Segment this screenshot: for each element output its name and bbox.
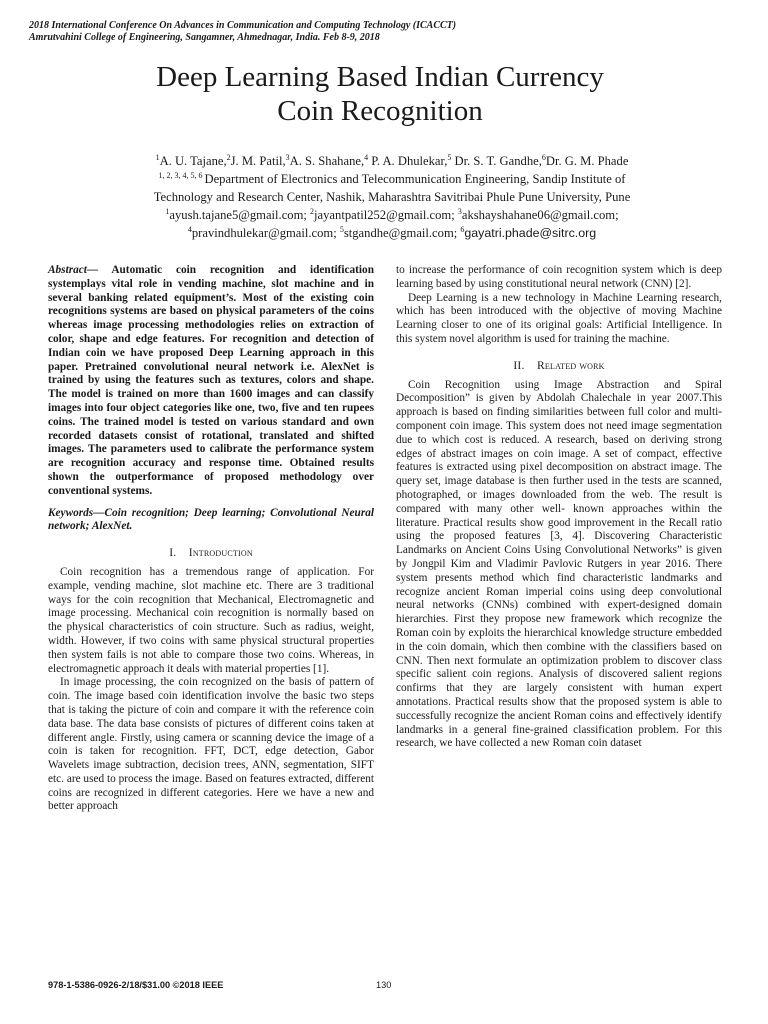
paragraph: to increase the performance of coin recognition system which is deep learning based by using constitutional neural network (CNN) [2].: [396, 264, 722, 290]
emails-line-1: [96, 206, 688, 224]
abstract: [48, 264, 374, 499]
affiliation-line-1: Department of Electronics and Telecommunication Engineering, Sandip Institute of: [204, 172, 626, 186]
section-heading-related-work: II. Related work: [513, 358, 605, 372]
affiliation-line-2: Technology and Research Center, Nashik, Maharashtra Savitribai Phule Pune University, Pune: [153, 190, 631, 204]
email-link[interactable]: jayantpatil252@gmail.com;: [314, 208, 458, 222]
email-sup: 6: [460, 224, 465, 234]
author-name: Dr. S. T. Gandhe,: [451, 154, 542, 168]
author-name: P. A. Dhulekar,: [368, 154, 448, 168]
email-sup: 3: [457, 206, 462, 216]
email-link[interactable]: stgandhe@gmail.com;: [343, 226, 461, 240]
author-name: A. U. Tajane,: [159, 154, 227, 168]
author-block: [96, 152, 688, 242]
affiliation: [96, 170, 688, 188]
right-column: [396, 264, 722, 751]
author-sup: 1: [155, 152, 160, 162]
section-heading-introduction: I. Introduction: [169, 546, 253, 560]
author-sup: 3: [285, 152, 290, 162]
author-names: [96, 152, 688, 170]
author-sup: 2: [226, 152, 231, 162]
author-sup: 6: [541, 152, 546, 162]
left-column: [48, 264, 374, 814]
affiliation-sup: 1, 2, 3, 4, 5, 6: [158, 170, 205, 180]
abstract-label: Abstract—: [48, 264, 99, 276]
author-sup: 5: [447, 152, 452, 162]
paragraph: Deep Learning is a new technology in Machine Learning research, which has been introduced with the objective of moving Machine Learning closer to one of its original goals: Artificial Intelligence. In this system novel algorithm is used for training the machine.: [396, 291, 722, 345]
copyright-footer: 978-1-5386-0926-2/18/$31.00 ©2018 IEEE: [48, 980, 224, 990]
email-sup: 1: [165, 206, 170, 216]
email-link[interactable]: ayush.tajane5@gmail.com;: [169, 208, 311, 222]
keywords: Keywords—Coin recognition; Deep learning; Convolutional Neural network; AlexNet.: [48, 506, 374, 533]
email-link[interactable]: pravindhulekar@gmail.com;: [191, 226, 340, 240]
conference-header: [29, 20, 729, 44]
paper-title: [60, 60, 700, 128]
emails-line-2: [96, 224, 688, 242]
title-line-2: Coin Recognition: [277, 95, 483, 127]
paragraph: Coin Recognition using Image Abstraction and Spiral Decomposition” is given by Abdolah Chalechale in year 2007.This approach is based on finding similarities between full color and multi-component coin image. This system does not need image segmentation due to which cost is reduced. A research, based on deriving strong edges of abstract images on coin image. A set of compact, effective features is extracted using pixel decomposition on abstract image. The query set, image database is then further used in the tests are scanned, photographed, or images downloaded from the web. The result is compared with many other well- known approaches within the literature. Practical results show good improvement in the Recall ratio using the proposed features [3, 4]. Discovering Characteristic Landmarks on Ancient Coins Using Convolutional Networks” is given by Jongpil Kim and Vladimir Pavlovic Rutgers in year 2016. There system presents method which find characteristic landmarks and recognize ancient Roman imperial coins using deep convolutional neural networks (CNNs) combined with expert-designed domain hierarchies. First they propose new framework which recognize the Roman coin by exploits the hierarchical knowledge structure embedded in the coin domain, which then combine with the classifiers based on CNN. Then next formulate an optimization problem to discover class specific salient coin regions. Analysis of discovered salient regions confirms that they are largely consistent with human expert annotations. Practical results show that the proposed system is able to successfully recognize the ancient Roman coins and effectively identify landmarks in a general fine-grained classification problem. For this research, we have collected a new Roman coin dataset: [396, 378, 722, 750]
title-line-1: Deep Learning Based Indian Currency: [156, 61, 604, 93]
author-name: Dr. G. M. Phade: [545, 154, 629, 168]
email-sup: 2: [310, 206, 315, 216]
author-name: J. M. Patil,: [230, 154, 286, 168]
author-name: A. S. Shahane,: [289, 154, 365, 168]
conference-line-1: 2018 International Conference On Advances in Communication and Computing Technology (ICACCT): [29, 20, 457, 31]
abstract-text: Automatic coin recognition and identification systemplays vital role in vending machine, slot machine and in several banking related equipment’s. Most of the existing coin recognitions systems are based on physical parameters of the coins whereas image processing methodologies relies on extraction of color, shape and edge features. For recognition and detection of Indian coin we have proposed Deep Learning approach in this paper. Pretrained convolutional neural network i.e. AlexNet is trained by using the features such as textures, colors and shape. The model is trained on more than 1600 images and can classify images into four object categories like one, two, five and ten rupees coins. The trained model is tested on various standard and own recorded datasets consist of rotational, translated and shifted images. The parameters used to calibrate the performance system are recognition accuracy and response time. Obtained results shown the outperformance of proposed methodology over conventional systems.: [48, 264, 374, 497]
author-sup: 4: [364, 152, 369, 162]
paragraph: Coin recognition has a tremendous range of application. For example, vending machine, slot machine etc. There are 3 traditional ways for the coin recognition that Mechanical, Electromagnetic and image processing. Mechanical coin recognition is normally based on the physical characteristics of coin structure. Such as radius, weight, width. However, if two coins with same physical structural properties then system fails is not able to compare those two coins. Whereas, in electromagnetic approach it deals with material properties [1].: [48, 565, 374, 675]
email-sup: 4: [187, 224, 192, 234]
page-number: 130: [376, 980, 392, 990]
email-sup: 5: [339, 224, 344, 234]
conference-line-2: Amrutvahini College of Engineering, Sangamner, Ahmednagar, India. Feb 8-9, 2018: [29, 32, 380, 43]
email-link[interactable]: akshayshahane06@gmail.com;: [461, 208, 619, 222]
email-link[interactable]: gayatri.phade@sitrc.org: [464, 226, 597, 240]
paragraph: In image processing, the coin recognized on the basis of pattern of coin. The image based coin identification involve the basic two steps that is taking the picture of coin and compare it with the reference coin data base. The data base consists of pictures of different coins taken at different angle. Firstly, using camera or scanning device the image of a coin is taken for recognition. FFT, DCT, edge detection, Gabor Wavelets image subtraction, decision trees, ANN, segmentation, SIFT etc. are used to process the image. Based on features extracted, different coins are recognized in different categories. Here we have a new and better approach: [48, 676, 375, 813]
